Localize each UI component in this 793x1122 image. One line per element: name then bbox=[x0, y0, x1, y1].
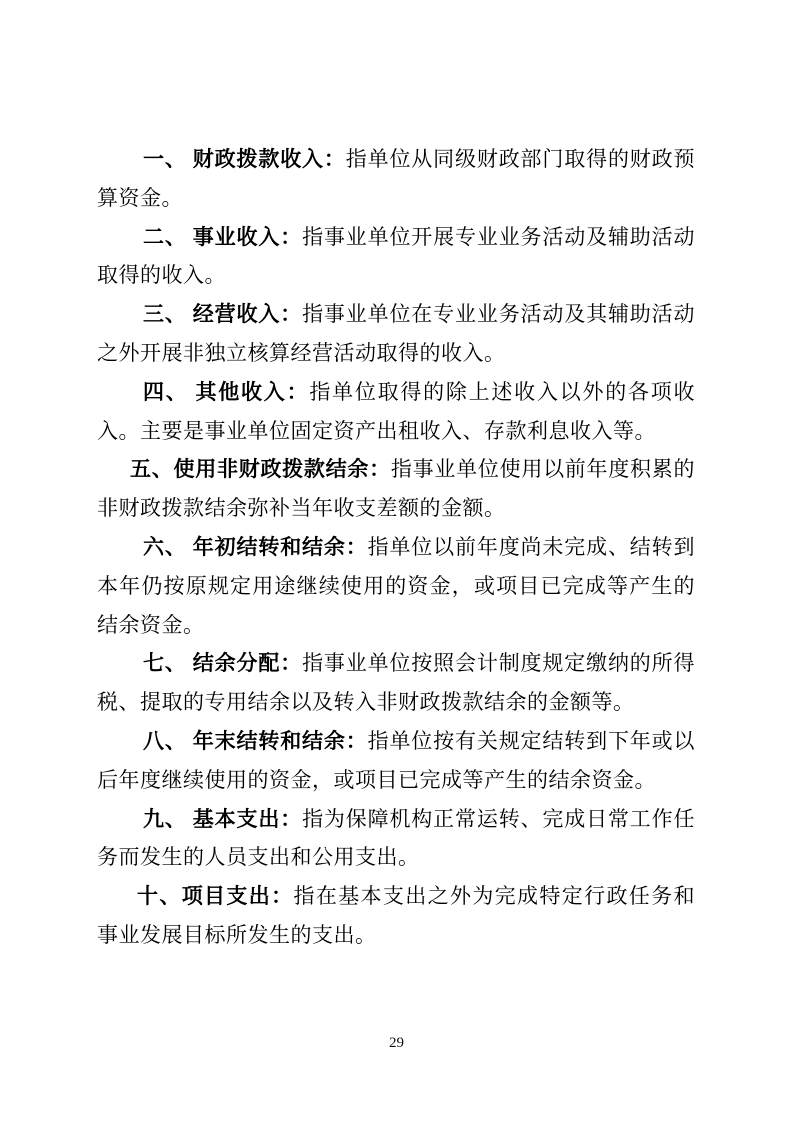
definition-paragraph bbox=[97, 295, 695, 373]
definition-term: 二、 事业收入： bbox=[143, 224, 303, 249]
definition-paragraph bbox=[97, 877, 695, 955]
definition-paragraph bbox=[97, 450, 695, 528]
definition-paragraph bbox=[97, 644, 695, 722]
definition-paragraph bbox=[97, 373, 695, 451]
definition-body: 指事业单位按照会计制度规定缴纳的所得税、提取的专用结余以及转入非财政拨款结余的金额等。 bbox=[97, 651, 696, 715]
definition-term: 四、 其他收入： bbox=[143, 379, 310, 404]
definitions-section bbox=[97, 140, 695, 955]
definition-body: 指单位以前年度尚未完成、结转到本年仍按原规定用途继续使用的资金，或项目已完成等产生的结余资金。 bbox=[97, 534, 696, 637]
definition-body: 指为保障机构正常运转、完成日常工作任务而发生的人员支出和公用支出。 bbox=[97, 806, 696, 870]
definition-term: 十、项目支出： bbox=[137, 884, 294, 909]
definition-body: 指在基本支出之外为完成特定行政任务和事业发展目标所发生的支出。 bbox=[97, 884, 696, 947]
page-number: 29 bbox=[389, 1035, 404, 1051]
definition-term: 七、 结余分配： bbox=[143, 651, 303, 676]
definition-body: 指单位按有关规定结转到下年或以后年度继续使用的资金，或项目已完成等产生的结余资金。 bbox=[97, 728, 696, 792]
definition-term: 一、 财政拨款收入： bbox=[143, 147, 346, 171]
definition-body: 指单位取得的除上述收入以外的各项收入。主要是事业单位固定资产出租收入、存款利息收入等。 bbox=[97, 379, 696, 443]
definition-paragraph bbox=[97, 528, 695, 644]
definition-term: 三、 经营收入： bbox=[143, 302, 303, 327]
definition-paragraph bbox=[97, 140, 695, 218]
definition-body: 指事业单位开展专业业务活动及辅助活动取得的收入。 bbox=[97, 224, 696, 288]
definition-paragraph bbox=[97, 218, 695, 296]
definition-term: 五、使用非财政拨款结余： bbox=[130, 457, 391, 482]
definition-paragraph bbox=[97, 722, 695, 800]
definition-paragraph bbox=[97, 800, 695, 878]
definition-body: 指单位从同级财政部门取得的财政预算资金。 bbox=[97, 147, 695, 210]
definition-body: 指事业单位使用以前年度积累的非财政拨款结余弥补当年收支差额的金额。 bbox=[97, 457, 696, 521]
definition-term: 八、 年末结转和结余： bbox=[143, 728, 368, 753]
definition-term: 九、 基本支出： bbox=[143, 806, 303, 831]
definition-term: 六、 年初结转和结余： bbox=[143, 534, 368, 559]
definition-body: 指事业单位在专业业务活动及其辅助活动之外开展非独立核算经营活动取得的收入。 bbox=[97, 302, 696, 365]
